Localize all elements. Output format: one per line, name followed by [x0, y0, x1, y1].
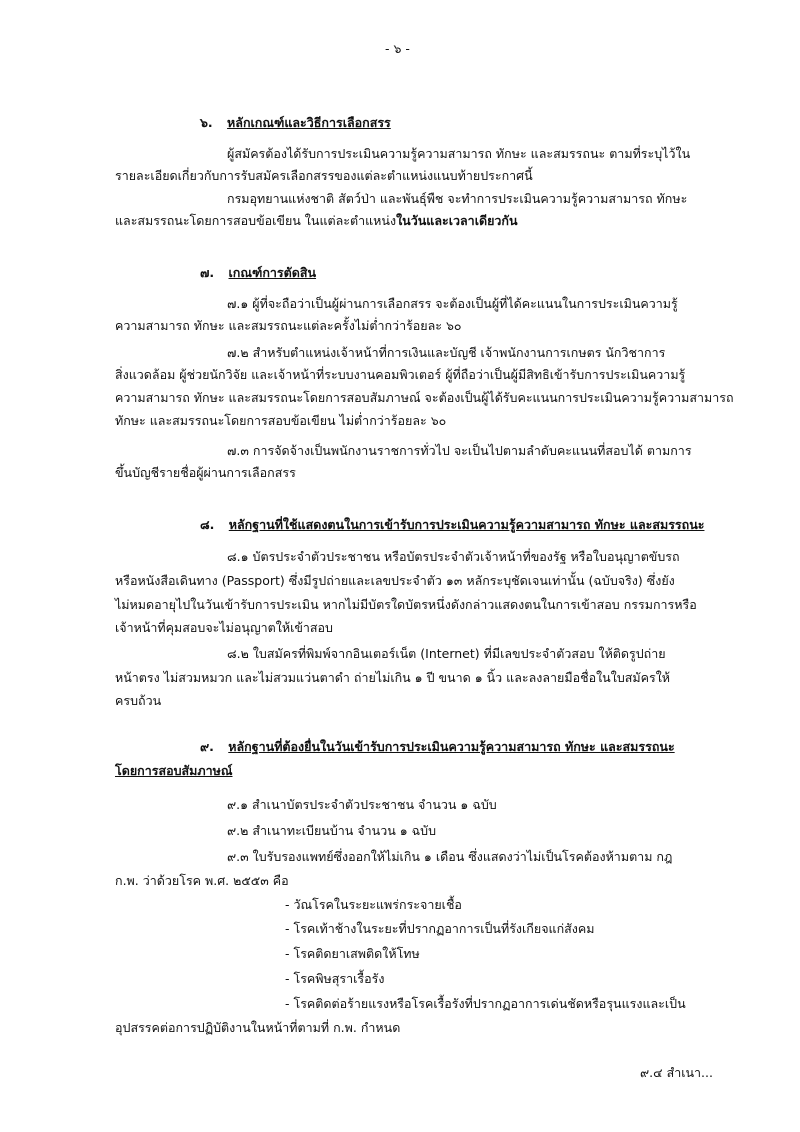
disease-item: - โรคพิษสุราเรื้อรัง: [285, 971, 385, 986]
section-7-item3-line1: ๗.๓ การจัดจ้างเป็นพนักงานราชการทั่วไป จะเป็นไปตามลำดับคะแนนที่สอบได้ ตามการ: [227, 443, 692, 458]
section-6-number: ๖.: [200, 115, 213, 130]
section-7-number: ๗.: [200, 265, 215, 280]
section-8-item2-line1: ๘.๒ ใบสมัครที่พิมพ์จากอินเตอร์เน็ต (Internet) ที่มีเลขประจำตัวสอบ ให้ติดรูปถ่าย: [227, 646, 666, 661]
section-8-item1-line3: ไม่หมดอายุไปในวันเข้ารับการประเมิน หากไม่มีบัตรใดบัตรหนึ่งดังกล่าวแสดงตนในการเข้าสอบ กรรมการหรือ: [115, 597, 697, 612]
section-7-item2-line3: ความสามารถ ทักษะ และสมรรถนะโดยการสอบสัมภาษณ์ จะต้องเป็นผู้ได้รับคะแนนการประเมินความรู้ความสามารถ: [115, 390, 734, 405]
disease-item-continuation: อุปสรรคต่อการปฏิบัติงานในหน้าที่ตามที่ ก.พ. กำหนด: [115, 1020, 401, 1035]
section-7-item1-line1: ๗.๑ ผู้ที่จะถือว่าเป็นผู้ผ่านการเลือกสรร จะต้องเป็นผู้ที่ได้คะแนนในการประเมินความรู้: [227, 296, 678, 311]
section-7-heading: [200, 264, 316, 282]
disease-item: - โรคเท้าช้างในระยะที่ปรากฏอาการเป็นที่รังเกียจแก่สังคม: [285, 921, 595, 936]
section-9-item3-line1: ๙.๓ ใบรับรองแพทย์ซึ่งออกให้ไม่เกิน ๑ เดือน ซึ่งแสดงว่าไม่เป็นโรคต้องห้ามตาม กฎ: [227, 849, 673, 864]
section-6-para1-line2: รายละเอียดเกี่ยวกับการรับสมัครเลือกสรรของแต่ละตำแหน่งแนบท้ายประกาศนี้: [115, 168, 533, 183]
section-7-item2-line2: สิ่งแวดล้อม ผู้ช่วยนักวิจัย และเจ้าหน้าที่ระบบงานคอมพิวเตอร์ ผู้ที่ถือว่าเป็นผู้มีสิทธิเข้ารับการประเมินความรู้: [115, 367, 686, 382]
section-9-heading: [200, 738, 675, 756]
page-number: - ๖ -: [385, 41, 410, 56]
section-6-para2-text: และสมรรถนะโดยการสอบข้อเขียน ในแต่ละตำแหน่ง: [115, 213, 397, 228]
section-9-number: ๙.: [200, 739, 214, 754]
section-8-item1-line4: เจ้าหน้าที่คุมสอบจะไม่อนุญาตให้เข้าสอบ: [115, 620, 333, 635]
section-9-item2: ๙.๒ สำเนาทะเบียนบ้าน จำนวน ๑ ฉบับ: [227, 823, 437, 838]
section-9-title-line1: หลักฐานที่ต้องยื่นในวันเข้ารับการประเมินความรู้ความสามารถ ทักษะ และสมรรถนะ: [228, 739, 675, 754]
section-9-item1: ๙.๑ สำเนาบัตรประจำตัวประชาชน จำนวน ๑ ฉบับ: [227, 797, 497, 812]
section-8-title: หลักฐานที่ใช้แสดงตนในการเข้ารับการประเมินความรู้ความสามารถ ทักษะ และสมรรถนะ: [228, 517, 705, 532]
disease-item: - โรคติดต่อร้ายแรงหรือโรคเรื้อรังที่ปรากฏอาการเด่นชัดหรือรุนแรงและเป็น: [285, 996, 686, 1011]
section-7-item2-line1: ๗.๒ สำหรับตำแหน่งเจ้าหน้าที่การเงินและบัญชี เจ้าพนักงานการเกษตร นักวิชาการ: [227, 345, 666, 360]
section-7-item1-line2: ความสามารถ ทักษะ และสมรรถนะแต่ละครั้งไม่ต่ำกว่าร้อยละ ๖๐: [115, 318, 462, 333]
section-8-item1-line2: หรือหนังสือเดินทาง (Passport) ซึ่งมีรูปถ่ายและเลขประจำตัว ๑๓ หลักระบุชัดเจนเท่านั้น (ฉบับจริง) ซึ่งยัง: [115, 573, 675, 588]
section-6-para2-line1: กรมอุทยานแห่งชาติ สัตว์ป่า และพันธุ์พืช จะทำการประเมินความรู้ความสามารถ ทักษะ: [227, 191, 688, 206]
section-8-number: ๘.: [200, 517, 215, 532]
section-6-para2-emphasis: ในวันและเวลาเดียวกัน: [396, 213, 518, 228]
section-6-para2-line2: [115, 212, 518, 230]
section-6-para1-line1: ผู้สมัครต้องได้รับการประเมินความรู้ความสามารถ ทักษะ และสมรรถนะ ตามที่ระบุไว้ใน: [227, 146, 691, 161]
section-9-title-line2: โดยการสอบสัมภาษณ์: [115, 763, 233, 778]
section-7-item2-line4: ทักษะ และสมรรถนะโดยการสอบข้อเขียน ไม่ต่ำกว่าร้อยละ ๖๐: [115, 413, 447, 428]
section-8-item1-line1: ๘.๑ บัตรประจำตัวประชาชน หรือบัตรประจำตัวเจ้าหน้าที่ของรัฐ หรือใบอนุญาตขับรถ: [227, 549, 680, 564]
disease-item: - โรคติดยาเสพติดให้โทษ: [285, 946, 420, 961]
section-8-item2-line2: หน้าตรง ไม่สวมหมวก และไม่สวมแว่นตาดำ ถ่ายไม่เกิน ๑ ปี ขนาด ๑ นิ้ว และลงลายมือชื่อในใบสมัครให้: [115, 670, 671, 685]
disease-item: - วัณโรคในระยะแพร่กระจายเชื้อ: [285, 897, 462, 912]
section-8-item2-line3: ครบถ้วน: [115, 693, 162, 708]
section-7-title: เกณฑ์การตัดสิน: [228, 265, 317, 280]
section-7-item3-line2: ขึ้นบัญชีรายชื่อผู้ผ่านการเลือกสรร: [115, 465, 296, 480]
section-9-item3-line2: ก.พ. ว่าด้วยโรค พ.ศ. ๒๕๕๓ คือ: [115, 873, 289, 888]
continuation-marker: ๙.๔ สำเนา...: [640, 1065, 713, 1080]
section-8-heading: [200, 516, 704, 534]
section-6-heading: [200, 114, 391, 132]
section-6-title: หลักเกณฑ์และวิธีการเลือกสรร: [227, 115, 391, 130]
